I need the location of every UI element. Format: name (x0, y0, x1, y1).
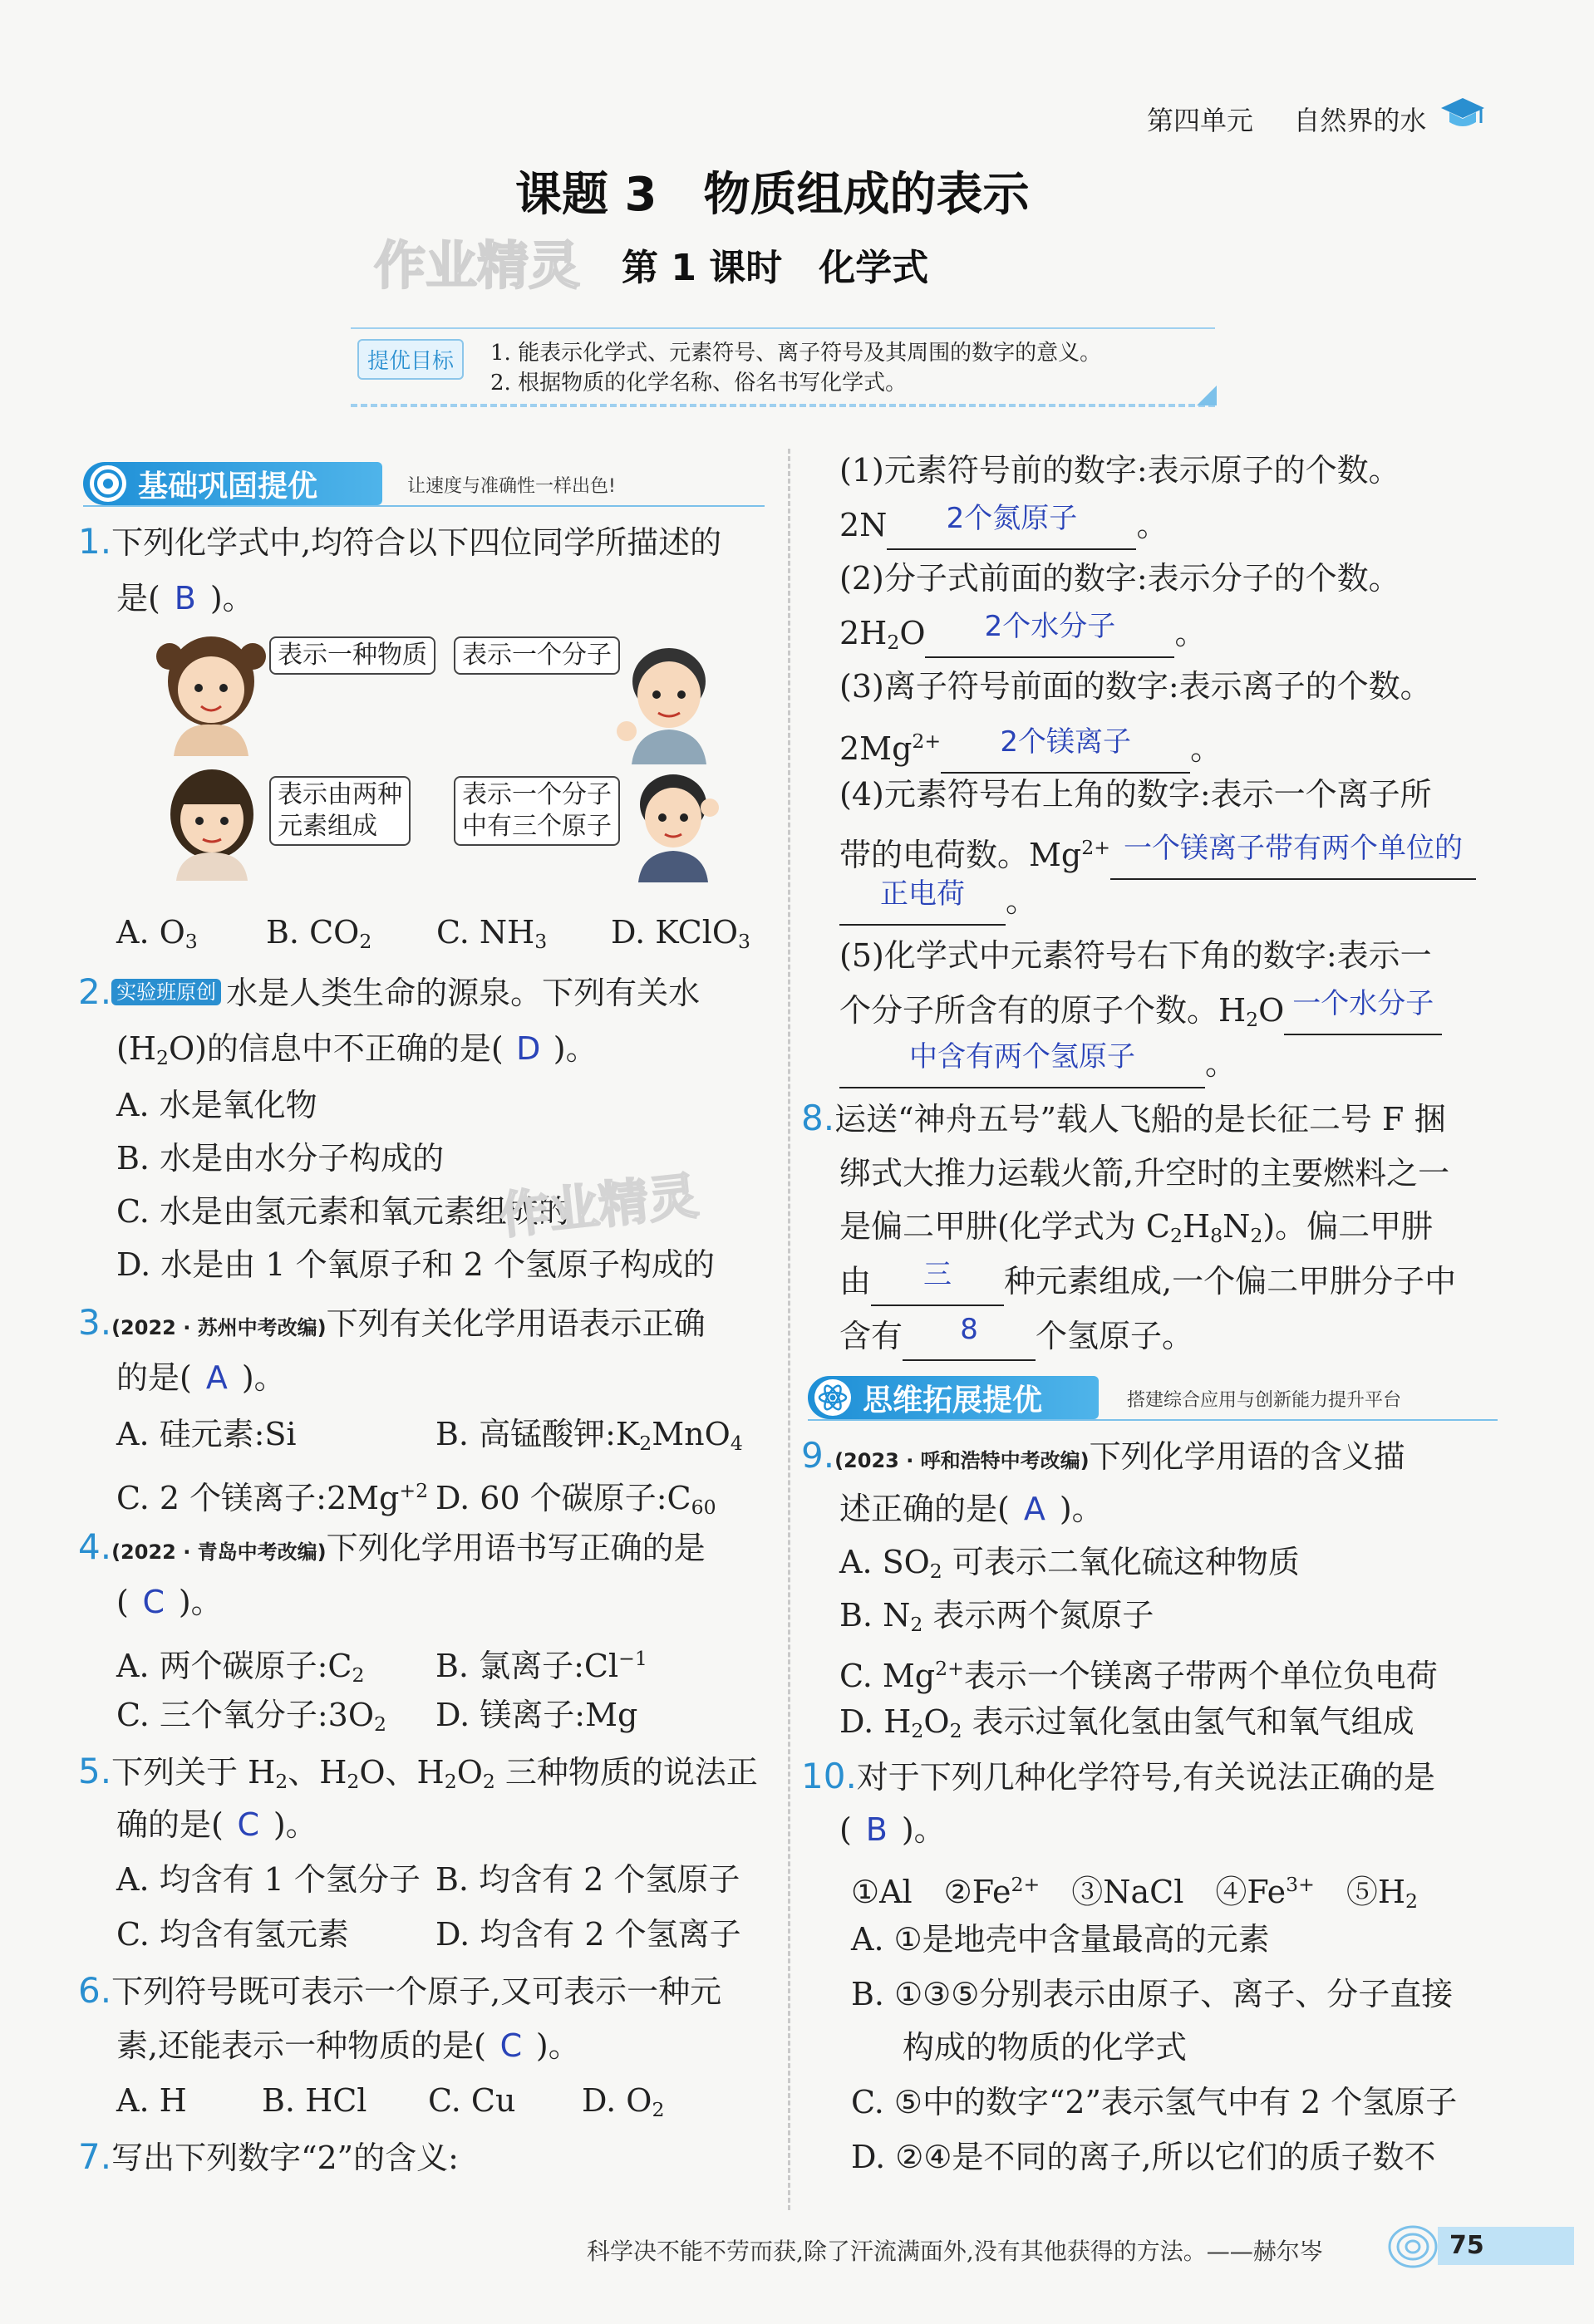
q7-part1: (1)元素符号前的数字:表示原子的个数。 (839, 452, 1400, 489)
watermark: 作业精灵 (374, 235, 581, 296)
unit-label: 第四单元 (1147, 105, 1254, 136)
watermark-2: 作业精灵 (496, 1167, 701, 1246)
section-slogan-basic: 让速度与准确性一样出色! (407, 476, 616, 497)
q9-option-b: B. $N_2$ 表示两个氮原子 (839, 1597, 1154, 1636)
q2-option-c: C. 水是由氢元素和氧元素组成的 (116, 1193, 570, 1230)
q6-answer: C (499, 2027, 523, 2064)
q5-option-c: C. 均含有氢元素 (116, 1916, 349, 1953)
q8-line3: 是偏二甲肼(化学式为 $C_2H_8N_2$)。偏二甲肼 (839, 1208, 1434, 1247)
q4-answer: C (142, 1584, 165, 1620)
q5-answer: C (237, 1806, 260, 1843)
q3-options-cd (116, 1469, 716, 1529)
bubble-three-atoms-line1: 表示一个分子 (462, 780, 612, 809)
q3-source: (2022 · 苏州中考改编) (111, 1316, 327, 1339)
bubble-three-atoms-line2: 中有三个原子 (462, 812, 612, 841)
q8-number: 8. (801, 1098, 835, 1138)
q10-option-b: B. ①③⑤分别表示由原子、离子、分子直接 (851, 1976, 1454, 2012)
banner-underline-2 (808, 1419, 1498, 1421)
q6-option-c: C. Cu (428, 2082, 516, 2119)
q2-option-d: D. 水是由 1 个氧原子和 2 个氢原子构成的 (116, 1246, 715, 1283)
section-title-extend: 思维拓展提优 (863, 1383, 1043, 1417)
q5-number: 5. (78, 1751, 112, 1791)
q7-stem (78, 2135, 459, 2179)
q7-part4-answer-2: 正电荷 (880, 877, 965, 911)
q1-option-d: D. KClO$_3$ (611, 914, 751, 953)
q6-option-d: D. $O_2$ (582, 2082, 665, 2121)
graduation-cap-icon (1439, 93, 1486, 135)
q1-paren-close: )。 (209, 580, 254, 617)
q10-option-d: D. ②④是不同的离子,所以它们的质子数不 (851, 2139, 1436, 2175)
q4-option-b: B. 氯离子$:Cl^{-1}$ (435, 1647, 647, 1685)
q3-option-a: A. 硅元素:Si (116, 1416, 297, 1452)
q1-paren-open: 是( (116, 580, 160, 617)
q3-stem-2: 的是( A )。 (116, 1356, 286, 1399)
unit-header (1147, 100, 1426, 138)
q9-option-d: D. $H_2O_2$ 表示过氧化氢由氢气和氧气组成 (839, 1703, 1414, 1742)
section-banner-extend (808, 1376, 1099, 1419)
q9-answer: A (1023, 1491, 1045, 1527)
q8-line5: 含有 8 个氢原子。 (839, 1314, 1193, 1361)
atom-icon (811, 1376, 854, 1419)
goals-label: 提优目标 (357, 339, 464, 380)
q3-answer: A (205, 1359, 228, 1396)
footer-quote: 科学决不能不劳而获,除了汗流满面外,没有其他获得的方法。——赫尔岑 (587, 2238, 1323, 2265)
q7-part3-answer-line: $2Mg^{2+}$ 2个镁离子 。 (839, 720, 1222, 774)
girl-1-illustration (153, 631, 269, 756)
q5-stem: 5.下列关于 $H_2$、$H_2O$、$H_2O_2$ 三种物质的说法正 (78, 1751, 758, 1793)
bubble-two-elements-line1: 表示由两种 (278, 780, 402, 809)
q7-part5-answer-2: 中含有两个氢原子 (909, 1040, 1135, 1074)
q1-text: 下列化学式中,均符合以下四位同学所描述的 (111, 524, 722, 561)
lesson-title: 第 1 课时 化学式 (622, 247, 929, 289)
q2-stem (78, 970, 700, 1015)
q4-option-c: C. 三个氧分子$:3O_2$ (116, 1697, 386, 1736)
q5-option-b: B. 均含有 2 个氢原子 (435, 1861, 740, 1898)
q9-stem (801, 1434, 1405, 1482)
q2-option-b: B. 水是由水分子构成的 (116, 1140, 445, 1177)
q6-text: 下列符号既可表示一个原子,又可表示一种元 (111, 1973, 722, 2010)
q10-symbols: ①Al $②Fe^{2+}$ ③NaCl $④Fe^{3+}$ $⑤H_2$ (851, 1873, 1418, 1913)
q8-line4: 由 三 种元素组成,一个偏二甲肼分子中 (839, 1260, 1456, 1306)
q7-part3-answer: 2个镁离子 (1000, 725, 1131, 759)
section-title-basic: 基础巩固提优 (138, 469, 318, 504)
ripple-icon (1386, 2223, 1439, 2270)
q1-option-a: A. $O_3$ (116, 914, 198, 953)
q1-number: 1. (78, 521, 112, 562)
q4-option-d: D. 镁离子:Mg (435, 1697, 638, 1733)
q10-number: 10. (801, 1756, 857, 1796)
q5-options-cd (116, 1913, 741, 1956)
q7-part1-answer: 2个氮原子 (946, 502, 1078, 535)
q10-answer: B (865, 1811, 888, 1848)
q7-part4-answer: 一个镁离子带有两个单位的 (1123, 832, 1463, 866)
q7-part2: (2)分子式前面的数字:表示分子的个数。 (839, 560, 1400, 597)
q7-part5: (5)化学式中元素符号右下角的数字:表示一 (839, 937, 1432, 974)
q6-option-a: A. H (116, 2082, 187, 2119)
q6-stem (78, 1969, 721, 2013)
section-slogan-extend: 搭建综合应用与创新能力提升平台 (1127, 1390, 1402, 1411)
bubble-one-substance: 表示一种物质 (269, 636, 435, 675)
q2-number: 2. (78, 971, 112, 1012)
q2-tag: 实验班原创 (111, 979, 221, 1005)
q5-options-ab (116, 1858, 740, 1901)
q5-option-a: A. 均含有 1 个氢分子 (116, 1861, 421, 1898)
q7-part5-answer: 一个水分子 (1292, 987, 1434, 1020)
q9-option-a: A. $SO_2$ 可表示二氧化硫这种物质 (839, 1544, 1300, 1583)
boy-1-illustration (615, 640, 723, 764)
q7-part2-answer: 2个水分子 (984, 610, 1116, 643)
bubble-three-atoms (454, 776, 620, 846)
goal-item-1: 1. 能表示化学式、元素符号、离子符号及其周围的数字的意义。 (490, 341, 1102, 366)
q10-option-c: C. ⑤中的数字“2”表示氢气中有 2 个氢原子 (851, 2084, 1458, 2120)
banner-underline (83, 505, 765, 507)
q5-option-d: D. 均含有 2 个氢离子 (435, 1916, 741, 1953)
q10-option-b-2: 构成的物质的化学式 (903, 2029, 1188, 2066)
q9-number: 9. (801, 1435, 835, 1476)
bubble-two-elements (269, 776, 411, 846)
q4-source: (2022 · 青岛中考改编) (111, 1540, 327, 1564)
q10-stem-2: ( B )。 (839, 1808, 946, 1851)
girl-2-illustration (158, 764, 266, 881)
q10-stem (801, 1755, 1435, 1799)
q9-text: 下列化学用语的含义描 (1089, 1438, 1405, 1475)
q7-part2-answer-line: $2H_2O$ 2个水分子 。 (839, 612, 1206, 664)
q9-stem-2: 述正确的是( A )。 (839, 1487, 1104, 1530)
page-number: 75 (1438, 2227, 1574, 2265)
q4-stem (78, 1526, 706, 1574)
q1-answer: B (174, 580, 196, 617)
q3-option-d: D. 60 个碳原子$:C_{60}$ (435, 1480, 716, 1519)
q6-stem-2: 素,还能表示一种物质的是( C )。 (116, 2024, 580, 2067)
q2-answer: D (516, 1030, 541, 1067)
column-divider (788, 449, 790, 2210)
q4-text: 下列化学用语书写正确的是 (326, 1530, 706, 1566)
q7-part5-answer-line2: 中含有两个氢原子 。 (839, 1042, 1237, 1088)
q1-options (116, 911, 750, 963)
q9-option-c: C. $Mg^{2+}$表示一个镁离子带两个单位负电荷 (839, 1657, 1438, 1695)
q4-option-a: A. 两个碳原子$:C_2$ (116, 1648, 365, 1687)
q3-text: 下列有关化学用语表示正确 (326, 1305, 706, 1342)
q7-part3: (3)离子符号前面的数字:表示离子的个数。 (839, 668, 1432, 705)
q3-options-ab (116, 1413, 743, 1465)
q7-part1-answer-line: 2N 2个氮原子 。 (839, 504, 1168, 550)
q3-option-c: C. 2 个镁离子$:2Mg^{+2}$ (116, 1479, 429, 1517)
q7-part4-answer-line: 带的电荷数。$Mg^{2+}$ 一个镁离子带有两个单位的 (839, 826, 1476, 880)
goal-item-2: 2. 根据物质的化学名称、俗名书写化学式。 (490, 371, 908, 396)
q7-part5-answer-line: 个分子所含有的原子个数。$H_2O$ 一个水分子 (839, 989, 1442, 1041)
q5-stem-2: 确的是( C )。 (116, 1803, 317, 1846)
q1-option-c: C. $NH_3$ (436, 914, 548, 953)
section-banner-basic (83, 462, 382, 505)
q1-stem (78, 520, 721, 564)
q4-stem-2: ( C )。 (116, 1580, 223, 1624)
q8-line1: 8.运送“神舟五号”载人飞船的是长征二号 F 捆 (801, 1098, 1446, 1138)
q1-stem-2 (116, 577, 254, 620)
q3-option-b: B. 高锰酸钾$:K_2MnO_4$ (435, 1416, 743, 1455)
q10-option-a: A. ①是地壳中含量最高的元素 (851, 1921, 1270, 1958)
unit-title: 自然界的水 (1293, 105, 1427, 136)
q4-number: 4. (78, 1526, 112, 1567)
q6-options (116, 2079, 664, 2131)
q4-options-cd (116, 1693, 637, 1746)
q2-option-a: A. 水是氧化物 (116, 1087, 317, 1123)
q9-source: (2023 · 呼和浩特中考改编) (834, 1449, 1090, 1472)
q7-number: 7. (78, 2136, 112, 2177)
q6-option-b: B. HCl (262, 2082, 367, 2119)
q2-stem-2: $(H_2O)$的信息中不正确的是( D )。 (116, 1027, 598, 1079)
page-title: 课题 3 物质组成的表示 (515, 168, 1030, 222)
q1-option-b: B. $CO_2$ (266, 914, 372, 953)
bubble-two-elements-line2: 元素组成 (278, 812, 377, 841)
q3-number: 3. (78, 1302, 112, 1343)
q7-text: 写出下列数字“2”的含义: (111, 2140, 459, 2176)
q7-part4-answer-line2: 正电荷 。 (839, 879, 1037, 926)
boy-2-illustration (623, 766, 723, 882)
q7-part4: (4)元素符号右上角的数字:表示一个离子所 (839, 776, 1432, 813)
q8-answer-1: 三 (923, 1258, 952, 1291)
q10-text: 对于下列几种化学符号,有关说法正确的是 (856, 1759, 1435, 1796)
q8-line2: 绑式大推力运载火箭,升空时的主要燃料之一 (839, 1155, 1450, 1191)
bubble-one-molecule: 表示一个分子 (454, 636, 620, 675)
q3-stem (78, 1301, 706, 1349)
q2-text: 水是人类生命的源泉。下列有关水 (226, 975, 701, 1011)
q6-number: 6. (78, 1970, 112, 2011)
q4-options-ab (116, 1637, 647, 1697)
q8-answer-2: 8 (960, 1313, 978, 1346)
corner-triangle-icon (1197, 386, 1217, 405)
target-icon (86, 462, 130, 505)
